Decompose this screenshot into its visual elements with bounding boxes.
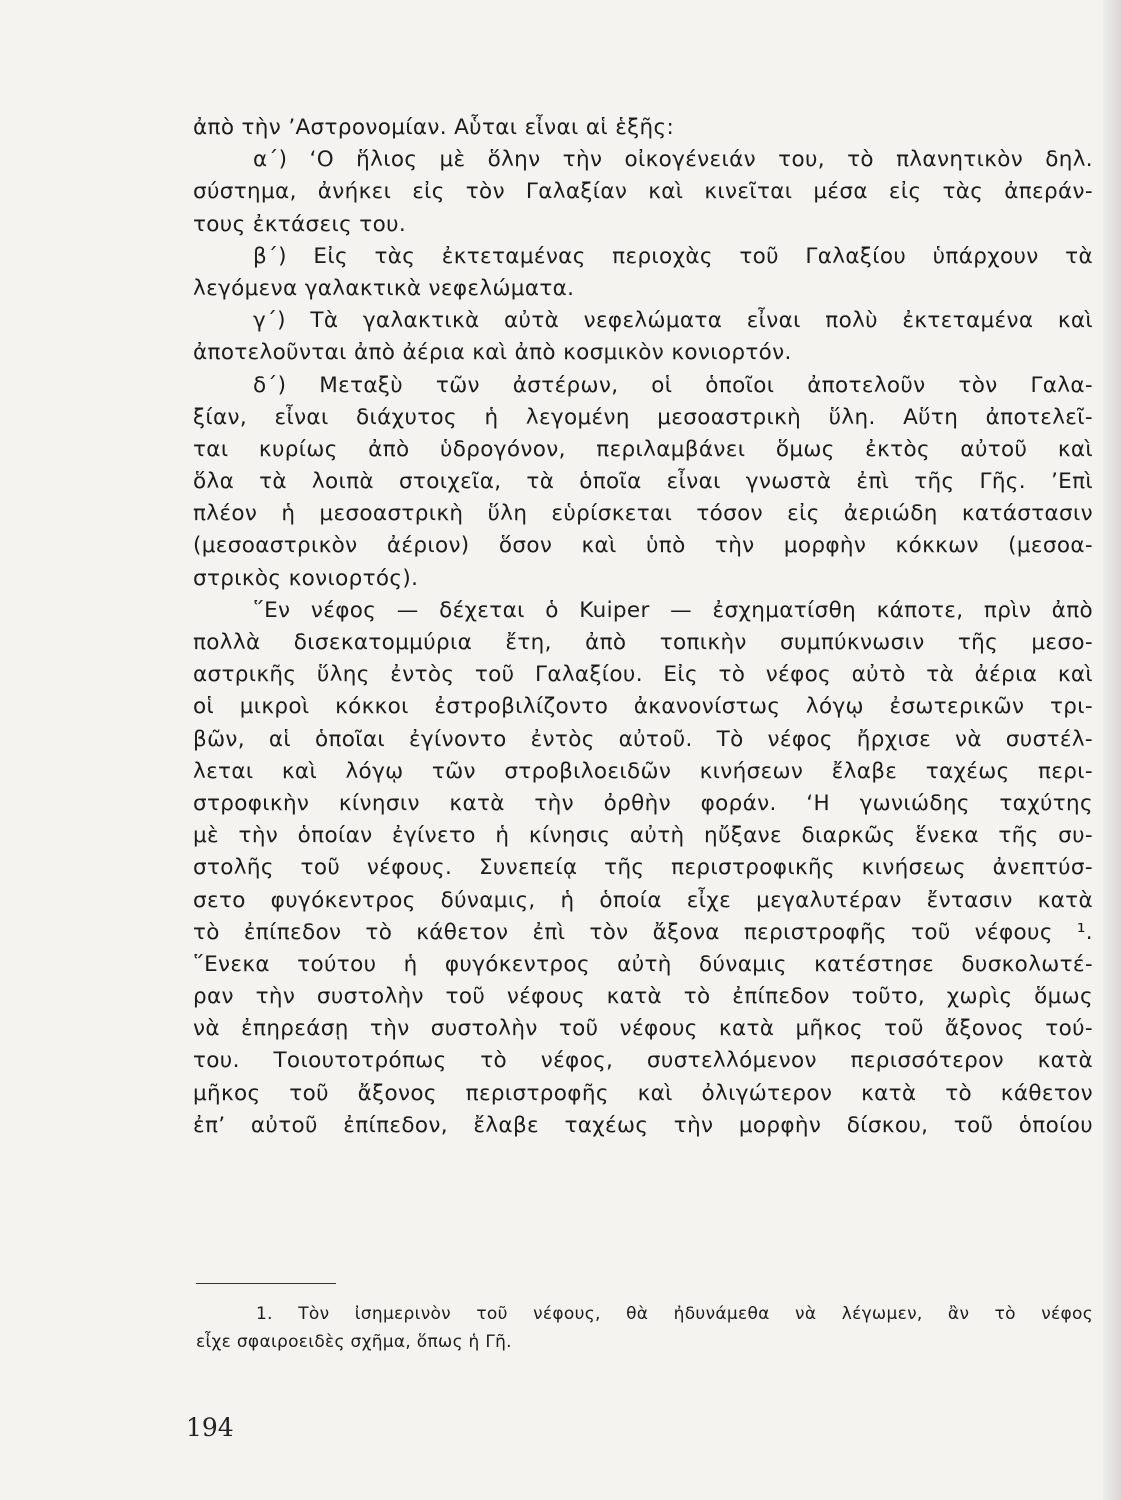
text-line: οἱ μικροὶ κόκκοι ἐστροβιλίζοντο ἀκανονίστως λόγῳ ἐσωτερικῶν τρι- [193,694,1093,720]
text-line: ἐπ’ αὐτοῦ ἐπίπεδον, ἔλαβε ταχέως τὴν μορφὴν δίσκου, τοῦ ὁποίου [193,1112,1093,1138]
text-line: β΄) Εἰς τὰς ἐκτεταμένας περιοχὰς τοῦ Γαλαξίου ὑπάρχουν τὰ [253,243,1093,269]
text-line: του. Τοιουτοτρόπως τὸ νέφος, συστελλόμενον περισσότερον κατὰ [193,1048,1093,1074]
text-line: ἀπὸ τὴν ’Αστρονομίαν. Αὗται εἶναι αἱ ἑξῆς: [193,115,675,140]
text-line: πλέον ἡ μεσοαστρικὴ ὕλη εὑρίσκεται τόσον εἰς ἀεριώδη κατάστασιν [193,501,1093,527]
page-edge [1103,0,1121,1500]
main-text [193,112,1093,1142]
footnote-line: 1. Τὸν ἰσημερινὸν τοῦ νέφους, θὰ ἠδυνάμεθα νὰ λέγωμεν, ἂν τὸ νέφος [256,1304,1093,1324]
text-line: βῶν, αἱ ὁποῖαι ἐγίνοντο ἐντὸς αὐτοῦ. Τὸ νέφος ἤρχισε νὰ συστέλ- [193,726,1093,752]
page-number: 194 [186,1413,234,1442]
text-line: στροφικὴν κίνησιν κατὰ τὴν ὀρθὴν φοράν. ‘Η γωνιώδης ταχύτης [193,790,1093,816]
text-line: ραν τὴν συστολὴν τοῦ νέφους κατὰ τὸ ἐπίπεδον τοῦτο, χωρὶς ὅμως [193,984,1093,1010]
text-line: δ΄) Μεταξὺ τῶν ἀστέρων, οἱ ὁποῖοι ἀποτελοῦν τὸν Γαλα- [253,372,1093,398]
text-line: πολλὰ δισεκατομμύρια ἔτη, ἀπὸ τοπικὴν συμπύκνωσιν τῆς μεσο- [193,630,1093,655]
text-line: α΄) ‘Ο ἥλιος μὲ ὅλην τὴν οἰκογένειάν του, τὸ πλανητικὸν δηλ. [253,147,1093,173]
text-line: σετο φυγόκεντρος δύναμις, ἡ ὁποία εἶχε μεγαλυτέραν ἔντασιν κατὰ [193,887,1093,913]
text-line: μῆκος τοῦ ἄξονος περιστροφῆς καὶ ὀλιγώτερον κατὰ τὸ κάθετον [193,1080,1093,1106]
text-line: ται κυρίως ἀπὸ ὑδρογόνον, περιλαμβάνει ὅμως ἐκτὸς αὐτοῦ καὶ [193,436,1093,462]
text-line: λεγόμενα γαλακτικὰ νεφελώματα. [193,275,575,301]
text-line: ὅλα τὰ λοιπὰ στοιχεῖα, τὰ ὁποῖα εἶναι γνωστὰ ἐπὶ τῆς Γῆς. ’Επὶ [193,469,1093,495]
text-line: ῞Ενεκα τούτου ἡ φυγόκεντρος αὐτὴ δύναμις κατέστησε δυσκολωτέ- [193,951,1093,977]
text-line: γ΄) Τὰ γαλακτικὰ αὐτὰ νεφελώματα εἶναι πολὺ ἐκτεταμένα καὶ [253,308,1093,334]
text-line: ἀποτελοῦνται ἀπὸ ἀέρια καὶ ἀπὸ κοσμικὸν κονιορτόν. [193,340,792,366]
text-line: στολῆς τοῦ νέφους. Συνεπείᾳ τῆς περιστροφικῆς κινήσεως ἀνεπτύσ- [193,855,1093,881]
text-line: τὸ ἐπίπεδον τὸ κάθετον ἐπὶ τὸν ἄξονα περιστροφῆς τοῦ νέφους ¹. [193,919,1093,945]
text-line: σύστημα, ἀνήκει εἰς τὸν Γαλαξίαν καὶ κινεῖται μέσα εἰς τὰς ἀπεράν- [193,179,1093,205]
footnote-line: εἶχε σφαιροειδὲς σχῆμα, ὅπως ἡ Γῆ. [196,1332,512,1352]
text-line: νὰ ἐπηρεάσῃ τὴν συστολὴν τοῦ νέφους κατὰ μῆκος τοῦ ἄξονος τού- [193,1016,1093,1042]
text-line: (μεσοαστρικὸν ἀέριον) ὅσον καὶ ὑπὸ τὴν μορφὴν κόκκων (μεσοα- [193,533,1093,559]
text-line: στρικὸς κονιορτός). [193,565,419,591]
text-line: ξίαν, εἶναι διάχυτος ἡ λεγομένη μεσοαστρικὴ ὕλη. Αὕτη ἀποτελεῖ- [193,404,1093,430]
footnote-divider [196,1283,336,1284]
text-line: ῞Εν νέφος — δέχεται ὁ Kuiper — ἐσχηματίσθη κάποτε, πρὶν ἀπὸ [253,597,1093,623]
footnote [196,1300,1093,1356]
text-line: λεται καὶ λόγῳ τῶν στροβιλοειδῶν κινήσεων ἔλαβε ταχέως περι- [193,758,1093,784]
text-line: αστρικῆς ὕλης ἐντὸς τοῦ Γαλαξίου. Εἰς τὸ νέφος αὐτὸ τὰ ἀέρια καὶ [193,662,1093,688]
text-line: μὲ τὴν ὁποίαν ἐγίνετο ἡ κίνησις αὐτὴ ηὔξανε διαρκῶς ἕνεκα τῆς συ- [193,823,1093,849]
text-line: τους ἐκτάσεις του. [193,211,407,237]
